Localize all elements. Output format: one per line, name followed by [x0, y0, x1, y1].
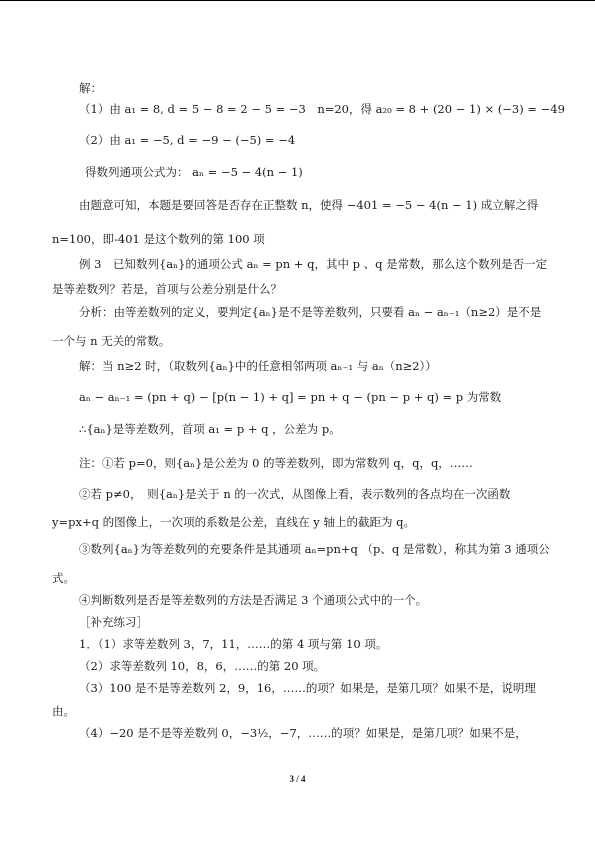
general-term-formula: 得数列通项公式为： aₙ = −5 − 4(n − 1) [85, 165, 303, 179]
exercise-item: 由。 [52, 704, 75, 718]
conclusion-line: ∴{aₙ}是等差数列，首项 a₁ = p + q ，公差为 p。 [79, 422, 341, 436]
note-line: ④判断数列是否是等差数列的方法是否满足 3 个通项公式中的一个。 [79, 593, 428, 607]
example-3-line: 例 3 已知数列{aₙ}的通项公式 aₙ = pn + q，其中 p 、q 是常数，那么这个数列是否一定 [79, 257, 548, 271]
paragraph-line: 由题意可知，本题是要回答是否存在正整数 n，使得 −401 = −5 − 4(n − 1) 成立解之得 [79, 198, 539, 212]
solution-line: 解：当 n≥2 时，（取数列{aₙ}中的任意相邻两项 aₙ₋₁ 与 aₙ（n≥2）） [79, 359, 437, 373]
exercise-item: 1．（1）求等差数列 3，7，11，……的第 4 项与第 10 项。 [79, 637, 388, 651]
paragraph-line: n=100，即-401 是这个数列的第 100 项 [52, 232, 265, 246]
note-line: 注：①若 p=0，则{aₙ}是公差为 0 的等差数列，即为常数列 q，q，q，…… [79, 456, 473, 470]
analysis-line: 一个与 n 无关的常数。 [52, 334, 171, 348]
solution-label: 解： [79, 81, 102, 95]
exercise-item: （4）−20 是不是等差数列 0，−3½，−7，……的项？如果是，是第几项？如果不是， [79, 726, 527, 740]
exercise-heading: ［补充练习］ [79, 615, 148, 629]
note-line: ③数列{aₙ}为等差数列的充要条件是其通项 aₙ=pn+q （p、q 是常数），称其为第 3 通项公 [79, 542, 550, 556]
solution-step-1: （1）由 a₁ = 8, d = 5 − 8 = 2 − 5 = −3 n=20，得 a₂₀ = 8 + (20 − 1) × (−3) = −49 [79, 102, 565, 116]
note-line: y=px+q 的图像上，一次项的系数是公差，直线在 y 轴上的截距为 q。 [52, 515, 415, 529]
exercise-item: （3）100 是不是等差数列 2，9，16，……的项？如果是，是第几项？如果不是，说明理 [79, 681, 536, 695]
exercise-item: （2）求等差数列 10，8，6，……的第 20 项。 [79, 659, 326, 673]
page-top-border [0, 0, 595, 1]
difference-equation: aₙ − aₙ₋₁ = (pn + q) − [p(n − 1) + q] = pn + q − (pn − p + q) = p 为常数 [79, 390, 502, 404]
analysis-line: 分析：由等差数列的定义，要判定{aₙ}是不是等差数列，只要看 aₙ − aₙ₋₁（n≥2）是不是 [79, 305, 542, 319]
example-3-line: 是等差数列？若是，首项与公差分别是什么？ [52, 282, 282, 296]
note-line: ②若 p≠0， 则{aₙ}是关于 n 的一次式，从图像上看，表示数列的各点均在一次函数 [79, 487, 511, 501]
solution-step-2: （2）由 a₁ = −5, d = −9 − (−5) = −4 [79, 133, 296, 147]
page-number: 3 / 4 [289, 774, 306, 784]
note-line: 式。 [52, 571, 75, 585]
